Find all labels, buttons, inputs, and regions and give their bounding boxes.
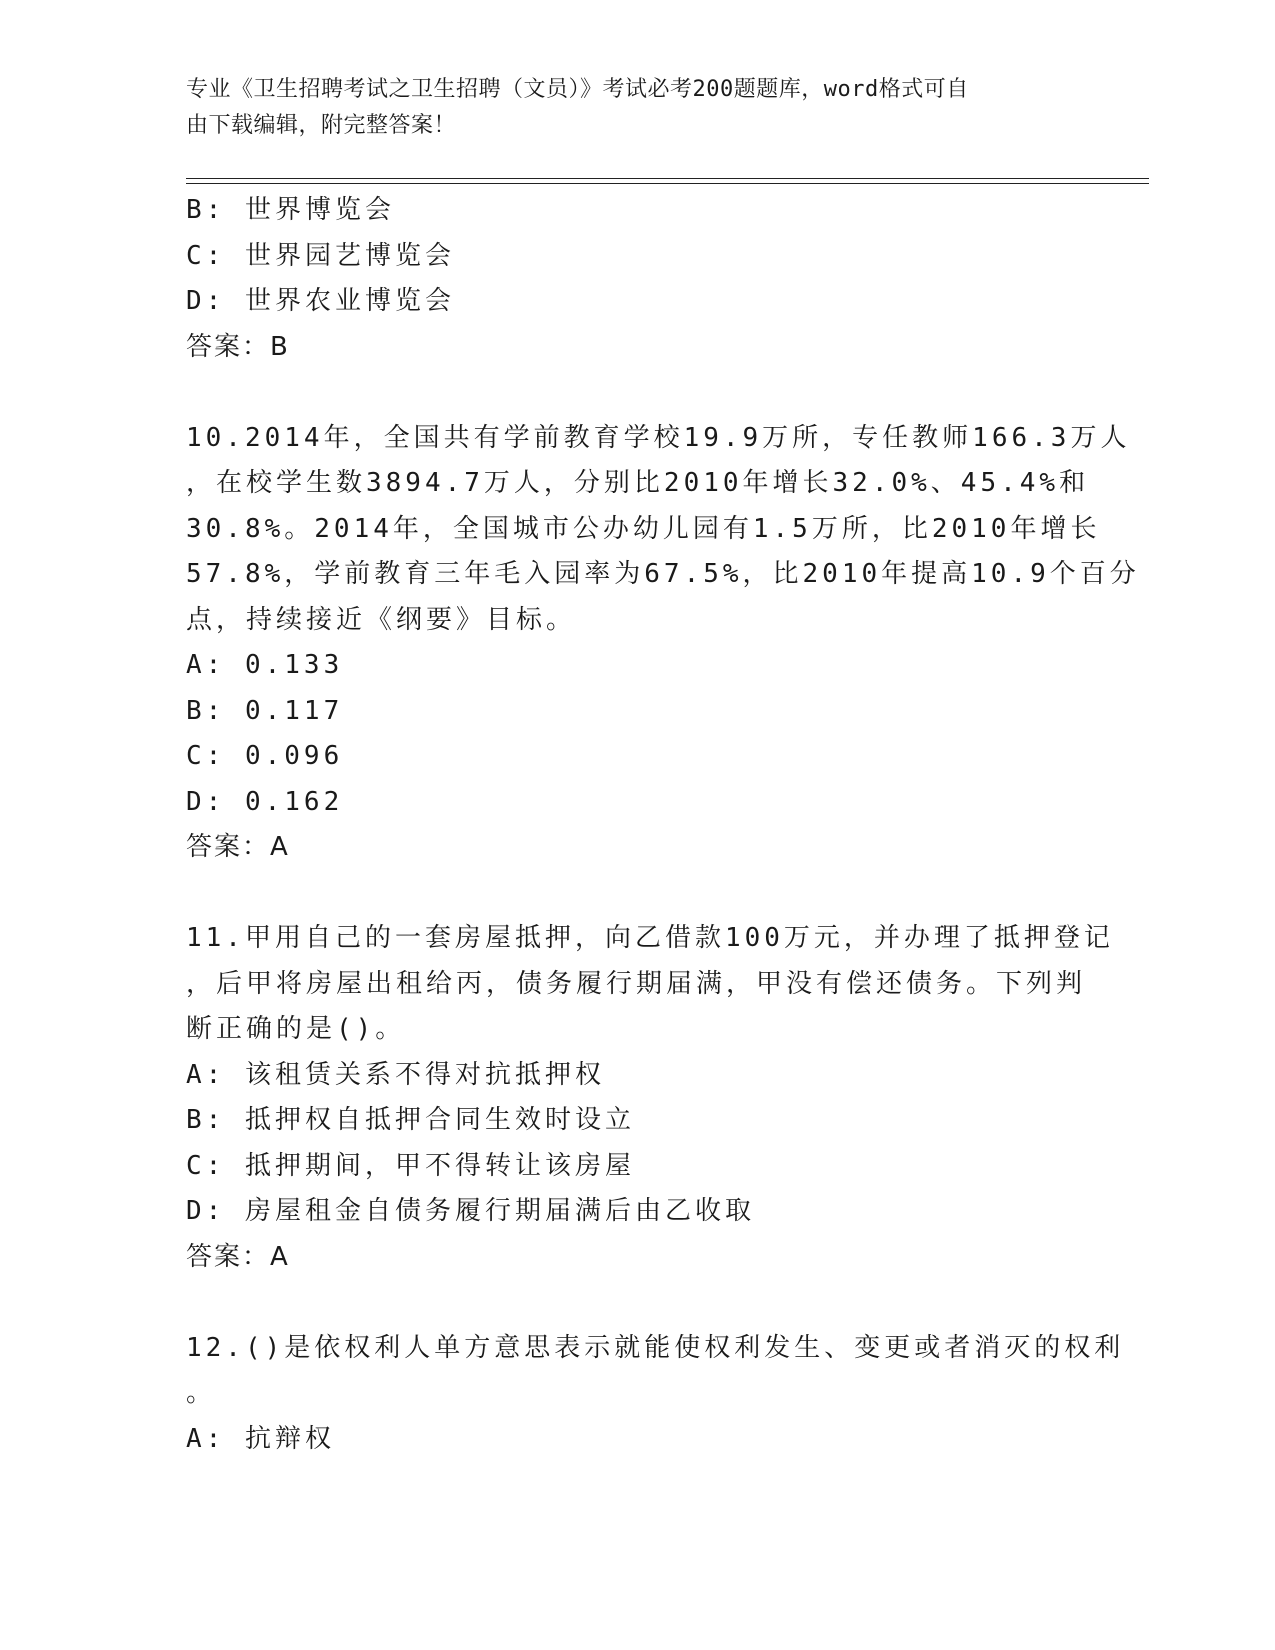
option-c: C: 抵押期间，甲不得转让该房屋 — [186, 1150, 635, 1181]
question-12 — [186, 1326, 1125, 1463]
option-d: D: 房屋租金自债务履行期届满后由乙收取 — [186, 1196, 755, 1226]
question-text-line: 12.()是依权利人单方意思表示就能使权利发生、变更或者消灭的权利 — [186, 1332, 1125, 1363]
option-d: D: 世界农业博览会 — [186, 286, 455, 316]
option-a: A: 该租赁关系不得对抗抵押权 — [186, 1059, 605, 1090]
answer: 答案：A — [186, 832, 290, 862]
question-text-line: 11.甲用自己的一套房屋抵押，向乙借款100万元，并办理了抵押登记 — [186, 923, 1114, 953]
question-10 — [186, 416, 1140, 871]
option-d: D: 0.162 — [186, 786, 344, 817]
question-text-line: 10.2014年，全国共有学前教育学校19.9万所，专任教师166.3万人 — [186, 422, 1131, 453]
option-b: B: 抵押权自抵押合同生效时设立 — [186, 1105, 635, 1135]
option-b: B: 0.117 — [186, 695, 344, 726]
question-text-line: 断正确的是()。 — [186, 1014, 406, 1044]
spacer — [186, 871, 1086, 917]
document-header — [186, 72, 1066, 144]
question-text-line: 57.8%，学前教育三年毛入园率为67.5%，比2010年提高10.9个百分 — [186, 559, 1140, 589]
option-c: C: 世界园艺博览会 — [186, 240, 455, 271]
option-b: B: 世界博览会 — [186, 195, 395, 225]
spacer — [186, 1280, 1086, 1326]
option-c: C: 0.096 — [186, 741, 344, 771]
document-body — [186, 188, 1140, 1462]
header-rule-bottom — [186, 183, 1149, 184]
prev-question — [186, 188, 1086, 370]
spacer — [186, 370, 1086, 416]
answer: 答案：A — [186, 1241, 290, 1272]
header-line-2: 由下载编辑，附完整答案！ — [186, 113, 457, 138]
answer: 答案：B — [186, 331, 290, 362]
question-text-line: 30.8%。2014年，全国城市公办幼儿园有1.5万所，比2010年增长 — [186, 513, 1101, 544]
option-a: A: 抗辩权 — [186, 1423, 335, 1454]
header-rule-top — [186, 178, 1149, 179]
header-line-1: 专业《卫生招聘考试之卫生招聘（文员）》考试必考200题题库，word格式可自 — [186, 77, 969, 102]
question-text-line: ，后甲将房屋出租给丙，债务履行期届满，甲没有偿还债务。下列判 — [186, 968, 1087, 999]
question-text-line: ，在校学生数3894.7万人，分别比2010年增长32.0%、45.4%和 — [186, 468, 1090, 498]
question-11 — [186, 916, 1114, 1280]
question-text-line: 。 — [186, 1378, 217, 1408]
question-text-line: 点，持续接近《纲要》目标。 — [186, 604, 577, 635]
option-a: A: 0.133 — [186, 650, 344, 680]
